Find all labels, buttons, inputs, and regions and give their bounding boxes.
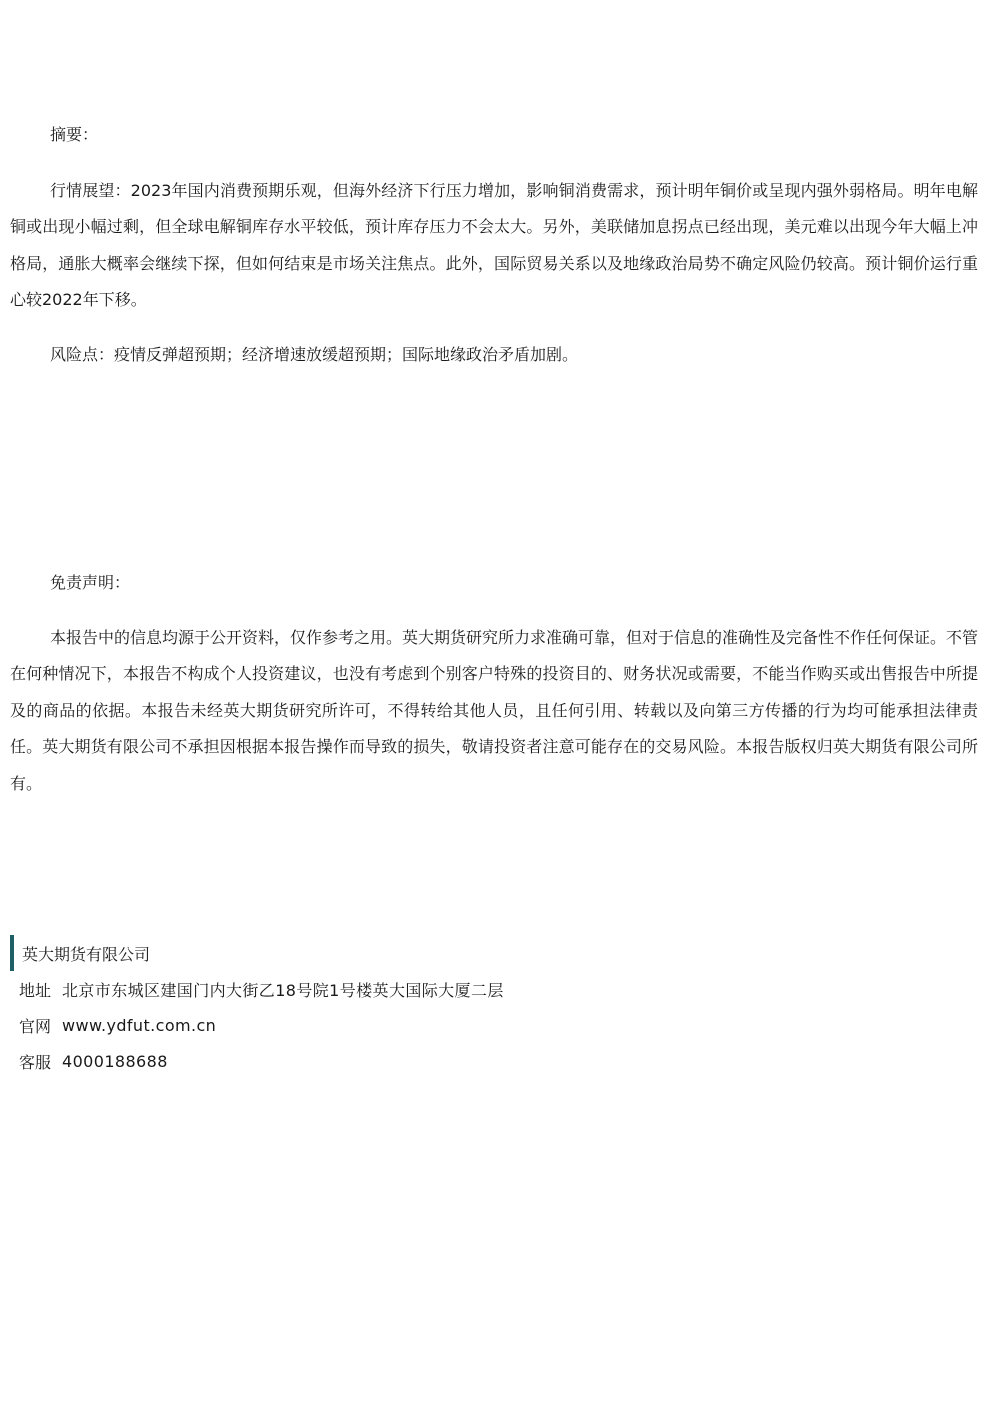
market-outlook-paragraph: 行情展望：2023年国内消费预期乐观，但海外经济下行压力增加，影响铜消费需求，预计明年铜价或呈现内强外弱格局。明年电解铜或出现小幅过剩，但全球电解铜库存水平较低，预计库存压力不会太大。另外，美联储加息拐点已经出现，美元难以出现今年大幅上冲格局，通胀大概率会继续下探，但如何结束是市场关注焦点。此外，国际贸易关系以及地缘政治局势不确定风险仍较高。预计铜价运行重心较2022年下移。 <box>10 181 978 310</box>
hotline-row <box>10 1043 710 1079</box>
company-name: 英大期货有限公司 <box>10 935 710 971</box>
website-row <box>10 1007 710 1043</box>
website-link[interactable]: www.ydfut.com.cn <box>62 1015 217 1035</box>
hotline-label: 客服 <box>19 1052 52 1072</box>
website-label: 官网 <box>19 1016 52 1036</box>
risk-points-paragraph: 风险点：疫情反弹超预期；经济增速放缓超预期；国际地缘政治矛盾加剧。 <box>50 345 579 364</box>
disclaimer-paragraph: 本报告中的信息均源于公开资料，仅作参考之用。英大期货研究所力求准确可靠，但对于信息的准确性及完备性不作任何保证。不管在何种情况下，本报告不构成个人投资建议，也没有考虑到个别客户特殊的投资目的、财务状况或需要，不能当作购买或出售报告中所提及的商品的依据。本报告未经英大期货研究所许可，不得转给其他人员，且任何引用、转载以及向第三方传播的行为均可能承担法律责任。英大期货有限公司不承担因根据本报告操作而导致的损失，敬请投资者注意可能存在的交易风险。本报告版权归英大期货有限公司所有。 <box>10 628 979 793</box>
address-label: 地址 <box>19 980 52 1000</box>
company-info-block <box>10 935 710 1079</box>
summary-heading: 摘要： <box>50 125 99 144</box>
address-row <box>10 971 710 1007</box>
hotline-number: 4000188688 <box>62 1051 168 1071</box>
disclaimer-heading: 免责声明： <box>50 573 131 592</box>
address-value: 北京市东城区建国门内大街乙18号院1号楼英大国际大厦二层 <box>62 980 504 1000</box>
